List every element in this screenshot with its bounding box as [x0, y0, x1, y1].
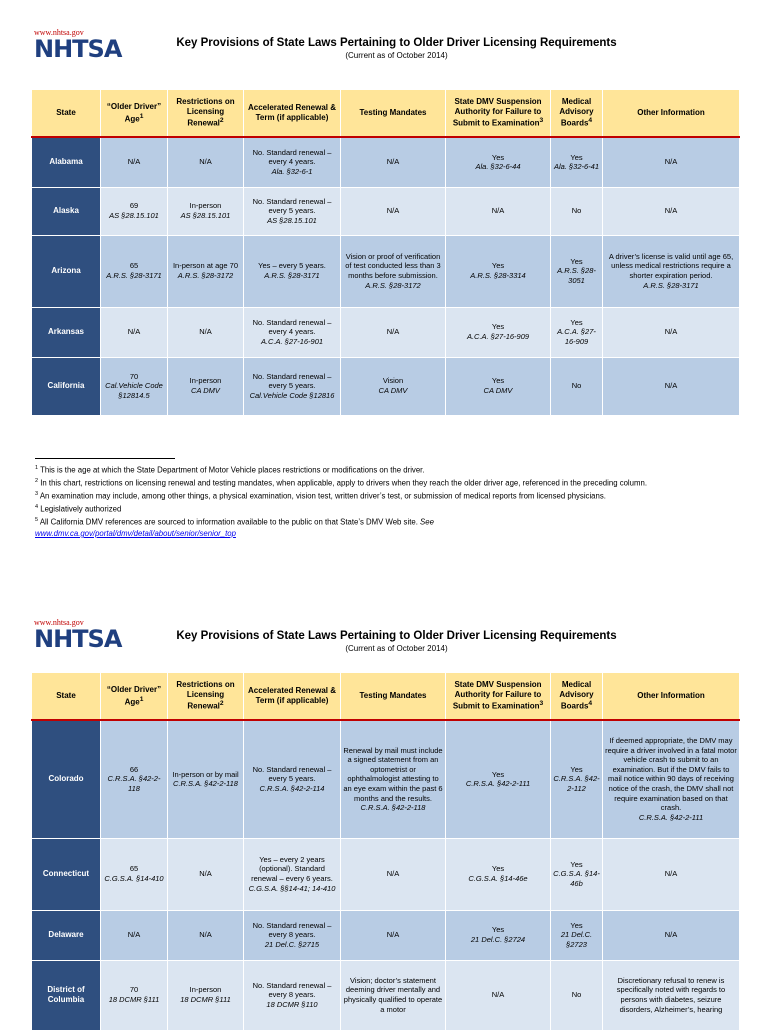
age-cell: [101, 307, 168, 357]
col-header-restrictions: Restrictions on Licensing Renewal$^2$: [168, 673, 244, 721]
medical-cell: [551, 187, 603, 235]
age-cell-text: N/A: [127, 930, 141, 940]
age-cell: [101, 838, 168, 910]
age-cell-text: N/A: [127, 327, 141, 337]
restrictions-cell: [168, 838, 244, 910]
footnote-2: $^2$ In this chart, restrictions on licensing renewal and testing mandates, when applicable, apply to drivers when they reach the older driver age, referenced in the preceding column.: [35, 478, 647, 488]
medical-cell: [551, 357, 603, 415]
accelerated-cell: [244, 960, 341, 1030]
testing-cell: [341, 307, 446, 357]
testing-cell: [341, 838, 446, 910]
col-header-medical: Medical Advisory Boards$^4$: [551, 90, 603, 138]
other-cell-text: A driver’s license is valid until age 65, unless medical restrictions require a shorter expiration period.: [608, 251, 734, 280]
medical-cell-text: No: [571, 206, 582, 216]
medical-cell: [551, 137, 603, 187]
other-cell-text: N/A: [664, 206, 678, 216]
dmv-link[interactable]: www.dmv.ca.gov/portal/dmv/detail/about/senior/senior_top: [35, 529, 236, 538]
testing-cell-text: Vision or proof of verification of test conducted less than 3 months before submission.: [345, 251, 441, 280]
logo-url: www.nhtsa.gov: [34, 28, 84, 37]
accelerated-cell-citation: 21 Del.C. §2715: [264, 939, 320, 949]
dmv-cell-text: Yes: [491, 376, 505, 386]
accelerated-cell-citation: A.C.A. §27-16-901: [260, 336, 324, 346]
col-header-medical: Medical Advisory Boards$^4$: [551, 673, 603, 721]
restrictions-cell-text: N/A: [199, 930, 212, 940]
dmv-cell-citation: Ala. §32-6-44: [475, 162, 521, 172]
testing-cell-text: N/A: [386, 327, 400, 337]
state-cell: District of Columbia: [32, 960, 101, 1030]
accelerated-cell: [244, 187, 341, 235]
medical-cell-text: Yes: [570, 764, 583, 774]
other-cell-text: Discretionary refusal to renew is specifically noted with regards to persons with diabetes, seizure disorders, Alzheimer’s, hearing: [616, 975, 726, 1014]
restrictions-cell: [168, 357, 244, 415]
title-text: Key Provisions of State Laws Pertaining to Older Driver Licensing Requirements: [176, 37, 617, 49]
age-cell-citation: Cal.Vehicle Code §12814.5: [105, 381, 163, 400]
dmv-cell-text: Yes: [491, 261, 505, 271]
accelerated-cell-text: Yes – every 2 years (optional). Standard renewal – every 6 years.: [251, 854, 333, 883]
testing-cell-text: N/A: [386, 206, 400, 216]
table-row: [32, 307, 740, 357]
dmv-cell-text: Yes: [491, 864, 505, 874]
dmv-cell: [446, 235, 551, 307]
other-cell-text: N/A: [664, 381, 678, 391]
testing-cell-text: Vision: [382, 376, 404, 386]
medical-cell-text: Yes: [570, 859, 583, 869]
testing-cell: [341, 187, 446, 235]
restrictions-cell: [168, 720, 244, 838]
accelerated-cell-citation: 18 DCMR §110: [266, 999, 318, 1009]
logo-mark: NHTSA: [34, 35, 122, 63]
col-header-dmv: State DMV Suspension Authority for Failure to Submit to Examination$^3$: [446, 673, 551, 721]
medical-cell: [551, 960, 603, 1030]
footnotes: [35, 463, 735, 539]
accelerated-cell-citation: AS §28.15.101: [267, 215, 317, 225]
testing-cell: [341, 137, 446, 187]
col-header-testing: Testing Mandates: [341, 673, 446, 721]
testing-cell: [341, 910, 446, 960]
testing-cell-text: N/A: [386, 930, 400, 940]
medical-cell: [551, 720, 603, 838]
state-cell: Colorado: [32, 720, 101, 838]
col-header-state: State: [32, 90, 101, 138]
restrictions-cell-text: In-person or by mail: [172, 769, 239, 779]
other-cell: [603, 187, 740, 235]
footnote-5: $^5$ All California DMV references are sourced to information available to the public on that State’s DMV Web site. See: [35, 517, 434, 527]
accelerated-cell-text: No. Standard renewal – every 4 years.: [252, 147, 332, 167]
medical-cell-text: Yes: [570, 152, 583, 162]
restrictions-cell-citation: CA DMV: [191, 386, 220, 395]
age-cell-text: 70: [129, 985, 139, 995]
dmv-cell: [446, 137, 551, 187]
age-cell: [101, 960, 168, 1030]
medical-cell-citation: Ala. §32-6-41: [553, 162, 600, 172]
accelerated-cell-text: No. Standard renewal – every 8 years.: [252, 920, 332, 940]
age-cell-citation: A.R.S. §28-3171: [106, 271, 162, 280]
col-header-state: State: [32, 673, 101, 721]
table-row: [32, 187, 740, 235]
age-cell: [101, 357, 168, 415]
dmv-cell: [446, 357, 551, 415]
age-cell-citation: AS §28.15.101: [109, 211, 159, 220]
accelerated-cell: [244, 137, 341, 187]
medical-cell-citation: C.R.S.A. §42-2-112: [553, 774, 600, 794]
col-header-other: Other Information: [603, 673, 740, 721]
medical-cell-text: Yes: [570, 256, 583, 266]
table-row: [32, 960, 740, 1030]
footnote-3: $^3$ An examination may include, among other things, a physical examination, vision test, written driver’s test, or submission of medical reports from licensed physicians.: [35, 491, 606, 501]
col-header-accelerated: Accelerated Renewal & Term (if applicable): [244, 673, 341, 721]
medical-cell-text: No: [571, 990, 582, 1000]
dmv-cell: [446, 960, 551, 1030]
medical-cell-citation: 21 Del.C. §2723: [560, 930, 593, 949]
dmv-cell-text: Yes: [491, 925, 505, 935]
restrictions-cell-citation: AS §28.15.101: [180, 211, 231, 220]
accelerated-cell-citation: C.R.S.A. §42-2-114: [259, 784, 325, 794]
dmv-cell-text: N/A: [491, 206, 505, 216]
age-cell-text: 70: [129, 371, 139, 381]
title-date: (Current as of October 2014): [345, 51, 448, 60]
state-cell: Delaware: [32, 910, 101, 960]
testing-cell-text: N/A: [386, 157, 400, 167]
accelerated-cell-citation: Cal.Vehicle Code §12816: [249, 390, 335, 400]
dmv-cell-text: Yes: [491, 769, 505, 779]
page-title: [0, 35, 768, 63]
accelerated-cell-citation: Ala. §32-6-1: [271, 167, 313, 177]
testing-cell-text: N/A: [386, 869, 400, 879]
restrictions-cell-citation: C.R.S.A. §42-2-118: [173, 779, 238, 789]
title-date: (Current as of October 2014): [345, 644, 448, 653]
restrictions-cell: [168, 960, 244, 1030]
age-cell-text: 65: [129, 261, 139, 271]
dmv-cell-text: N/A: [491, 990, 505, 1000]
other-cell-text: If deemed appropriate, the DMV may require a driver involved in a fatal motor vehicle crash to submit to an examination. But if the DMV fails to mail notice within 90 days of receiving notice of the crash, the DMV shall not require examination based on that crash.: [605, 736, 737, 813]
restrictions-cell-text: In-person: [189, 376, 222, 386]
dmv-cell: [446, 910, 551, 960]
age-cell: [101, 720, 168, 838]
accelerated-cell-text: Yes – every 5 years.: [258, 261, 326, 271]
age-cell: [101, 910, 168, 960]
logo-url: www.nhtsa.gov: [34, 618, 84, 627]
table-row: [32, 235, 740, 307]
accelerated-cell: [244, 235, 341, 307]
medical-cell: [551, 307, 603, 357]
medical-cell-citation: A.R.S. §28-3051: [557, 266, 596, 285]
restrictions-cell: [168, 307, 244, 357]
other-cell-text: N/A: [664, 869, 678, 879]
state-law-table-2: [31, 672, 740, 1031]
table-row: [32, 137, 740, 187]
accelerated-cell-text: No. Standard renewal – every 5 years.: [252, 196, 332, 216]
medical-cell-citation: A.C.A. §27-16-909: [557, 327, 596, 346]
col-header-dmv: State DMV Suspension Authority for Failure to Submit to Examination$^3$: [446, 90, 551, 138]
age-cell-text: 66: [129, 764, 139, 774]
dmv-cell: [446, 838, 551, 910]
accelerated-cell-text: No. Standard renewal – every 4 years.: [252, 317, 332, 337]
state-cell: Alaska: [32, 187, 101, 235]
testing-cell-citation: A.R.S. §28-3172: [365, 280, 421, 290]
other-cell-text: N/A: [664, 930, 678, 940]
footnote-rule: [35, 458, 175, 459]
medical-cell-text: Yes: [570, 920, 583, 930]
other-cell-citation: A.R.S. §28-3171: [643, 280, 699, 290]
state-cell: Arkansas: [32, 307, 101, 357]
testing-cell: [341, 357, 446, 415]
other-cell: [603, 307, 740, 357]
accelerated-cell-text: No. Standard renewal – every 5 years.: [252, 764, 332, 784]
age-cell-citation: C.R.S.A. §42-2-118: [107, 774, 161, 794]
title-text: Key Provisions of State Laws Pertaining to Older Driver Licensing Requirements: [176, 630, 617, 642]
medical-cell-text: No: [571, 381, 582, 391]
medical-cell-text: Yes: [570, 317, 583, 327]
dmv-cell-text: Yes: [491, 152, 505, 162]
testing-cell: [341, 960, 446, 1030]
other-cell: [603, 910, 740, 960]
dmv-cell-citation: C.G.S.A. §14-46e: [468, 874, 528, 883]
dmv-cell: [446, 720, 551, 838]
other-cell: [603, 838, 740, 910]
table-row: [32, 910, 740, 960]
medical-cell: [551, 910, 603, 960]
restrictions-cell-text: In-person: [189, 201, 222, 211]
table-row: [32, 838, 740, 910]
other-cell: [603, 720, 740, 838]
medical-cell-citation: C.G.S.A. §14-46b: [553, 869, 600, 888]
page-title-2: [0, 630, 768, 653]
restrictions-cell-text: N/A: [199, 327, 212, 337]
age-cell-text: N/A: [127, 157, 141, 167]
restrictions-cell: [168, 187, 244, 235]
dmv-cell: [446, 307, 551, 357]
other-cell: [603, 235, 740, 307]
footnote-4: $^4$ Legislatively authorized: [35, 504, 122, 514]
accelerated-cell: [244, 910, 341, 960]
testing-cell-citation: CA DMV: [378, 386, 408, 395]
restrictions-cell: [168, 910, 244, 960]
testing-cell-text: Vision; doctor’s statement deeming driver mentally and physically qualified to operate a motor: [343, 975, 443, 1014]
age-cell-text: 69: [129, 201, 139, 211]
table-header-row: [32, 673, 740, 721]
other-cell-text: N/A: [664, 157, 678, 167]
state-law-table-1: [31, 89, 740, 416]
testing-cell-text: Renewal by mail must include a signed statement from an optometrist or ophthalmologist attesting to an eye exam within the past 6 months and the results.: [343, 745, 443, 803]
accelerated-cell-citation: C.G.S.A. §§14-41; 14-410: [248, 883, 336, 893]
dmv-cell-citation: 21 Del.C. §2724: [470, 935, 526, 944]
accelerated-cell-text: No. Standard renewal – every 5 years.: [252, 371, 332, 391]
table-row: [32, 357, 740, 415]
other-cell: [603, 137, 740, 187]
restrictions-cell: [168, 137, 244, 187]
accelerated-cell: [244, 357, 341, 415]
dmv-cell-citation: CA DMV: [483, 386, 513, 395]
state-cell: Arizona: [32, 235, 101, 307]
col-header-restrictions: Restrictions on Licensing Renewal$^2$: [168, 90, 244, 138]
restrictions-cell-citation: A.R.S. §28-3172: [177, 271, 234, 280]
dmv-cell: [446, 187, 551, 235]
testing-cell: [341, 235, 446, 307]
table-row: [32, 720, 740, 838]
dmv-cell-citation: C.R.S.A. §42-2-111: [465, 779, 531, 789]
age-cell: [101, 137, 168, 187]
state-cell: Alabama: [32, 137, 101, 187]
col-header-age: “Older Driver” Age$^1$: [101, 673, 168, 721]
other-cell: [603, 960, 740, 1030]
other-cell-text: N/A: [664, 327, 678, 337]
age-cell: [101, 235, 168, 307]
restrictions-cell-citation: 18 DCMR §111: [180, 995, 231, 1004]
state-cell: Connecticut: [32, 838, 101, 910]
col-header-other: Other Information: [603, 90, 740, 138]
accelerated-cell-citation: A.R.S. §28-3171: [264, 271, 320, 280]
state-cell: California: [32, 357, 101, 415]
dmv-cell-citation: A.R.S. §28-3314: [470, 271, 526, 280]
testing-cell: [341, 720, 446, 838]
col-header-age: “Older Driver” Age$^1$: [101, 90, 168, 138]
restrictions-cell-text: N/A: [199, 869, 212, 879]
restrictions-cell-text: In-person at age 70: [172, 261, 239, 271]
restrictions-cell-text: N/A: [199, 157, 212, 167]
testing-cell-citation: C.R.S.A. §42-2-118: [360, 803, 426, 813]
dmv-cell-text: Yes: [491, 322, 505, 332]
age-cell-text: 65: [129, 864, 139, 874]
accelerated-cell: [244, 307, 341, 357]
other-cell: [603, 357, 740, 415]
accelerated-cell-text: No. Standard renewal – every 8 years.: [252, 980, 332, 1000]
age-cell-citation: C.G.S.A. §14-410: [104, 874, 164, 883]
table-header-row: [32, 90, 740, 138]
accelerated-cell: [244, 838, 341, 910]
col-header-testing: Testing Mandates: [341, 90, 446, 138]
medical-cell: [551, 838, 603, 910]
restrictions-cell-text: In-person: [189, 985, 222, 995]
age-cell-citation: 18 DCMR §111: [108, 995, 160, 1004]
medical-cell: [551, 235, 603, 307]
dmv-cell-citation: A.C.A. §27-16-909: [466, 332, 530, 341]
age-cell: [101, 187, 168, 235]
accelerated-cell: [244, 720, 341, 838]
other-cell-citation: C.R.S.A. §42-2-111: [638, 812, 704, 822]
col-header-accelerated: Accelerated Renewal & Term (if applicable): [244, 90, 341, 138]
restrictions-cell: [168, 235, 244, 307]
footnote-1: $^1$ This is the age at which the State Department of Motor Vehicle places restrictions or modifications on the driver.: [35, 465, 425, 475]
logo-mark: NHTSA: [34, 625, 122, 653]
